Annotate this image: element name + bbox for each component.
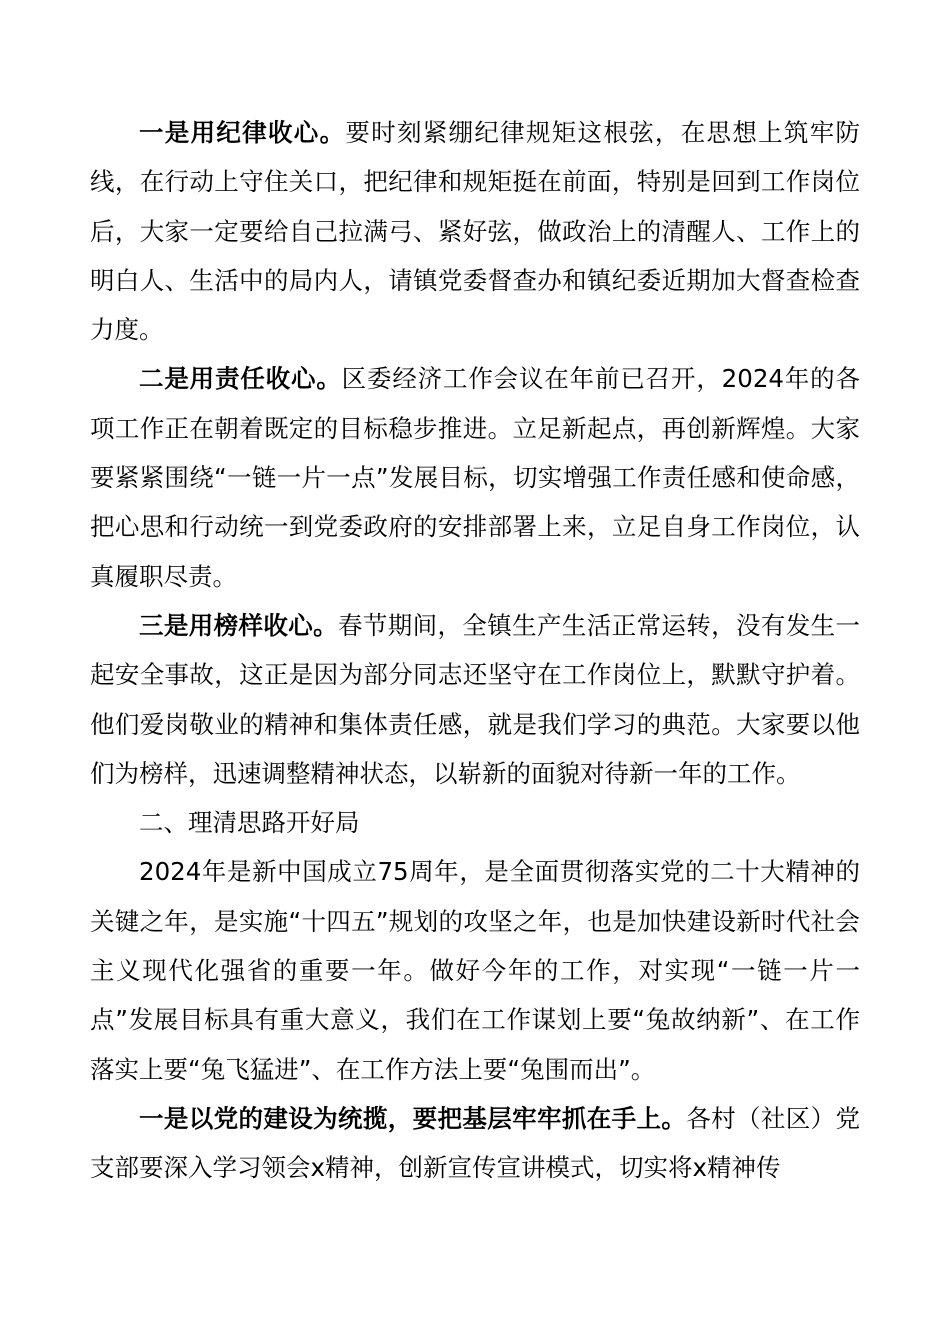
paragraph-text: 要时刻紧绷纪律规矩这根弦，在思想上筑牢防线，在行动上守住关口，把纪律和规矩挺在前面，特别是回到工作岗位后，大家一定要给自己拉满弓、紧好弦，做政治上的清醒人、工作上的明白人、生活中的局内人，请镇党委督查办和镇纪委近期加大督查检查力度。	[90, 118, 861, 345]
document-body	[90, 108, 860, 1193]
paragraph-lead: 三是用榜样收心。	[139, 610, 338, 640]
section-heading	[90, 798, 860, 847]
paragraph-2024-overview	[90, 847, 860, 1093]
section-heading-text: 二、理清思路开好局	[139, 808, 360, 838]
paragraph-party-building	[90, 1094, 860, 1193]
paragraph-text: 2024年是新中国成立75周年，是全面贯彻落实党的二十大精神的关键之年，是实施“十四五”规划的攻坚之年，也是加快建设新时代社会主义现代化强省的重要一年。做好今年的工作，对实现“一链一片一点”发展目标具有重大意义，我们在工作谋划上要“兔故纳新”、在工作落实上要“兔飞猛进”、在工作方法上要“兔围而出”。	[90, 857, 860, 1084]
paragraph-discipline	[90, 108, 860, 354]
paragraph-lead: 一是以党的建设为统揽，要把基层牢牢抓在手上。	[139, 1103, 687, 1133]
paragraph-text: 区委经济工作会议在年前已召开，2024年的各项工作正在朝着既定的目标稳步推进。立足新起点，再创新辉煌。大家要紧紧围绕“一链一片一点”发展目标，切实增强工作责任感和使命感，把心思和行动统一到党委政府的安排部署上来，立足自身工作岗位，认真履职尽责。	[90, 364, 861, 591]
paragraph-role-model	[90, 601, 860, 798]
paragraph-responsibility	[90, 354, 860, 600]
paragraph-lead: 二是用责任收心。	[139, 364, 342, 394]
paragraph-text: 春节期间，全镇生产生活正常运转，没有发生一起安全事故，这正是因为部分同志还坚守在工作岗位上，默默守护着。他们爱岗敬业的精神和集体责任感，就是我们学习的典范。大家要以他们为榜样，迅速调整精神状态，以崭新的面貌对待新一年的工作。	[90, 610, 860, 788]
paragraph-lead: 一是用纪律收心。	[139, 118, 346, 147]
paragraph-text: 各村（社区）党支部要深入学习领会x精神，创新宣传宣讲模式，切实将x精神传	[90, 1103, 860, 1183]
